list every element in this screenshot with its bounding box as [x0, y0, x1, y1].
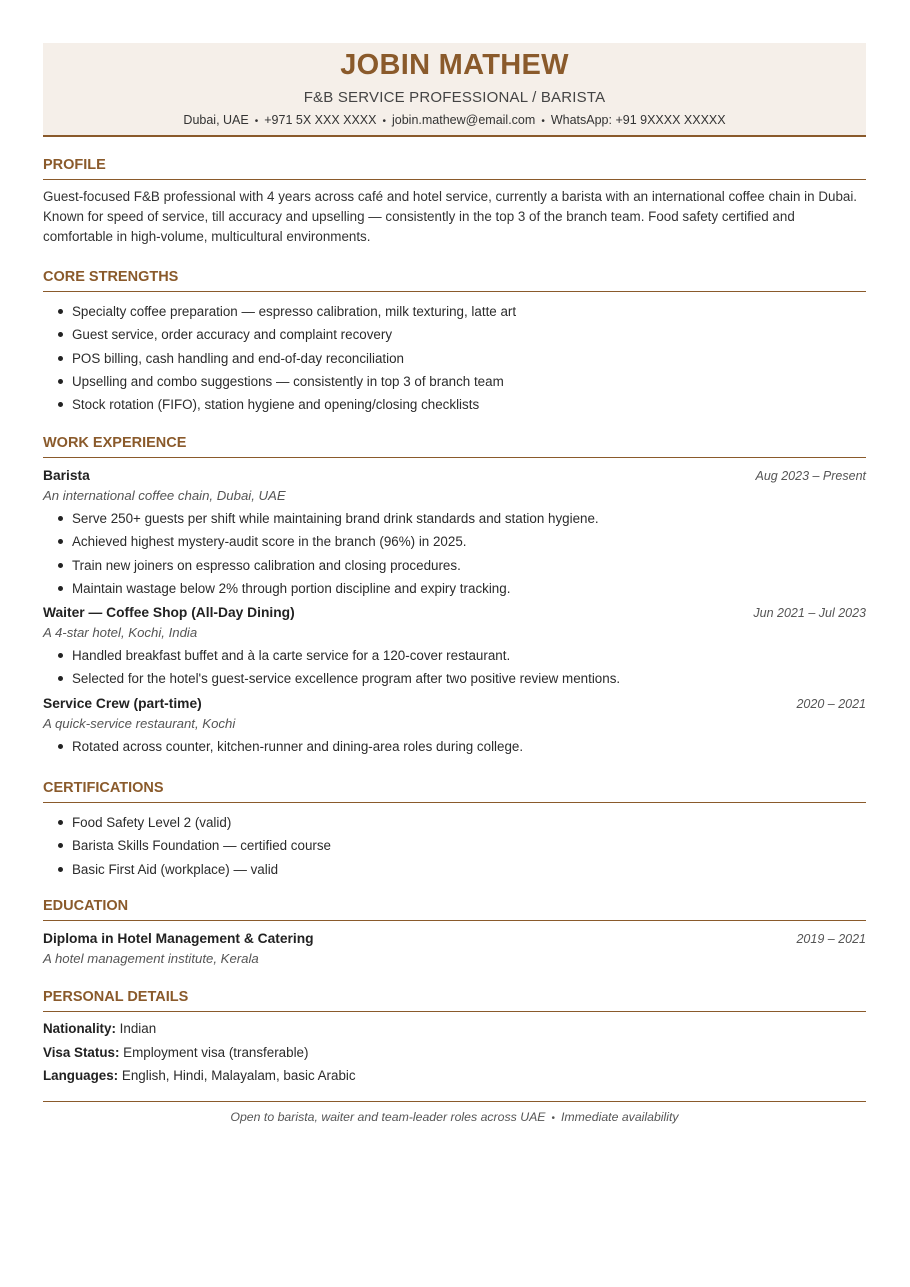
contact-phone: +971 5X XXX XXXX: [264, 113, 377, 127]
job-date: Aug 2023 – Present: [755, 469, 866, 483]
list-item: Guest service, order accuracy and complaint recovery: [43, 323, 866, 346]
profile-summary: Guest-focused F&B professional with 4 years across café and hotel service, currently a barista with an international coffee chain in Dubai. Known for speed of service, till accuracy and upselling — consistently in the top 3 of the branch team. Food safety certified and comfortable in high-volume, multicultural environments.: [43, 189, 858, 244]
job-bullets: [43, 735, 866, 758]
list-item: Rotated across counter, kitchen-runner and dining-area roles during college.: [43, 735, 866, 758]
visa-line: [43, 1041, 866, 1065]
certifications-section: [43, 779, 866, 881]
job-organization: A quick-service restaurant, Kochi: [43, 715, 236, 731]
job-entry: [43, 466, 866, 600]
section-title-strengths: CORE STRENGTHS: [43, 268, 866, 292]
list-item: Selected for the hotel's guest-service excellence program after two positive review mentions.: [43, 667, 866, 690]
languages-label: Languages:: [43, 1068, 119, 1083]
list-item: Barista Skills Foundation — certified course: [43, 834, 866, 857]
list-item: POS billing, cash handling and end-of-day reconciliation: [43, 347, 866, 370]
nationality-line: [43, 1017, 866, 1041]
job-title: Barista: [43, 468, 90, 483]
education-header: [43, 929, 866, 949]
job-title: Waiter — Coffee Shop (All-Day Dining): [43, 605, 295, 621]
job-title: Service Crew (part-time): [43, 695, 202, 711]
list-item: Maintain wastage below 2% through portion discipline and expiry tracking.: [43, 577, 866, 600]
job-bullets: [43, 507, 866, 600]
contact-line: [43, 112, 866, 130]
section-title-profile: PROFILE: [43, 156, 866, 180]
job-bullets: [43, 644, 866, 691]
contact-location: Dubai, UAE: [183, 113, 249, 127]
list-item: Specialty coffee preparation — espresso calibration, milk texturing, latte art: [43, 300, 866, 323]
job-date: Jun 2021 – Jul 2023: [753, 606, 866, 621]
job-organization: An international coffee chain, Dubai, UAE: [43, 488, 286, 503]
education-entry: [43, 929, 866, 969]
degree-title: Diploma in Hotel Management & Catering: [43, 931, 314, 946]
section-title-experience: WORK EXPERIENCE: [43, 434, 866, 458]
list-item: Train new joiners on espresso calibration and closing procedures.: [43, 554, 866, 577]
job-header: [43, 694, 866, 714]
separator-dot: •: [551, 1113, 556, 1124]
separator-dot: •: [382, 116, 386, 127]
contact-email: jobin.mathew@email.com: [392, 113, 536, 127]
languages-value: English, Hindi, Malayalam, basic Arabic: [121, 1068, 356, 1083]
separator-dot: •: [254, 116, 259, 127]
list-item: Stock rotation (FIFO), station hygiene and opening/closing checklists: [43, 393, 866, 416]
contact-whatsapp: WhatsApp: +91 9XXXX XXXXX: [550, 113, 726, 127]
separator-dot: •: [541, 116, 545, 127]
education-section: [43, 897, 866, 969]
footer-availability: Immediate availability: [561, 1110, 679, 1124]
footer-availability-roles: Open to barista, waiter and team-leader roles across UAE: [230, 1110, 546, 1124]
visa-label: Visa Status:: [43, 1044, 120, 1060]
strengths-section: [43, 268, 866, 416]
list-item: Upselling and combo suggestions — consistently in top 3 of branch team: [43, 370, 866, 393]
job-header: [43, 466, 866, 486]
list-item: Serve 250+ guests per shift while maintaining brand drink standards and station hygiene.: [43, 507, 866, 530]
nationality-label: Nationality:: [43, 1021, 116, 1036]
education-school: A hotel management institute, Kerala: [43, 951, 259, 966]
strengths-list: [43, 300, 866, 416]
list-item: Achieved highest mystery-audit score in the branch (96%) in 2025.: [43, 530, 866, 553]
personal-section: [43, 988, 866, 1088]
experience-section: [43, 434, 866, 758]
resume-footer: [43, 1101, 866, 1124]
candidate-role: F&B SERVICE PROFESSIONAL / BARISTA: [303, 89, 606, 106]
job-entry: [43, 603, 866, 691]
resume-header: [43, 43, 866, 137]
certifications-list: [43, 811, 866, 881]
section-title-personal: PERSONAL DETAILS: [43, 988, 866, 1012]
languages-line: [43, 1064, 866, 1088]
job-entry: [43, 694, 866, 758]
list-item: Basic First Aid (workplace) — valid: [43, 858, 866, 881]
job-header: [43, 603, 866, 623]
list-item: Food Safety Level 2 (valid): [43, 811, 866, 834]
personal-details: [43, 1017, 866, 1088]
profile-section: [43, 156, 866, 247]
visa-value: Employment visa (transferable): [123, 1044, 309, 1060]
section-title-education: EDUCATION: [43, 897, 866, 921]
nationality-value: Indian: [119, 1021, 157, 1036]
candidate-name: JOBIN MATHEW: [340, 49, 569, 81]
job-organization: A 4-star hotel, Kochi, India: [43, 625, 198, 641]
education-date: 2019 – 2021: [796, 932, 866, 946]
job-date: 2020 – 2021: [796, 696, 866, 711]
list-item: Handled breakfast buffet and à la carte service for a 120-cover restaurant.: [43, 644, 866, 667]
section-title-certifications: CERTIFICATIONS: [43, 779, 866, 803]
